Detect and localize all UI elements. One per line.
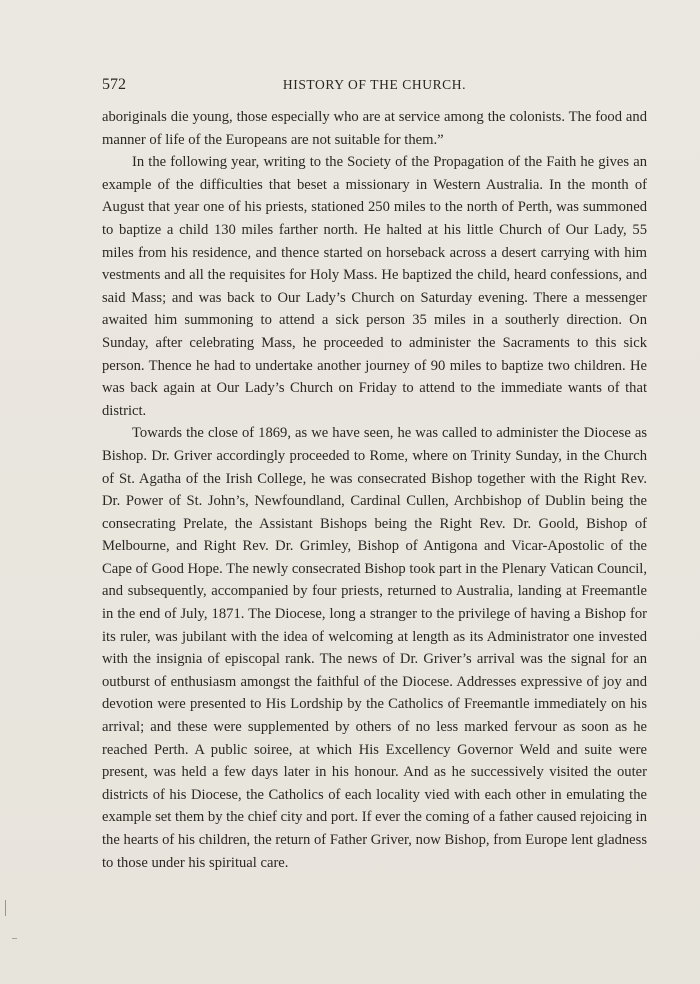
paragraph-consecration: Towards the close of 1869, as we have seen, he was called to administer the Diocese as Bishop. Dr. Griver accordingly proceeded to Rome, where on Trinity Sunday, in the Church of St. Agatha of the Irish College, he was consecrated Bishop together with the Right Rev. Dr. Power of St. John’s, Newfoundland, Cardinal Cullen, Archbishop of Dublin being the consecrating Prelate, the Assistant Bishops being the Right Rev. Dr. Goold, Bishop of Melbourne, and Right Rev. Dr. Grimley, Bishop of Antigona and Vicar-Apostolic of the Cape of Good Hope. The newly consecrated Bishop took part in the Plenary Vatican Council, and subsequently, accompanied by four priests, returned to Australia, landing at Freemantle in the end of July, 1871. The Diocese, long a stranger to the privilege of having a Bishop for its ruler, was jubilant with the idea of welcoming at length as its Administrator one invested with the insignia of episcopal rank. The news of Dr. Griver’s arrival was the signal for an outburst of enthusiasm amongst the faithful of the Diocese. Addresses expressive of joy and devotion were presented to His Lordship by the Catholics of Freemantle immediately on his arrival; and these were supplemented by others of no less marked fervour as soon as he reached Perth. A public soiree, at which His Excellency Governor Weld and suite were present, was held a few days later in his honour. And as he successively visited the outer districts of his Diocese, the Catholics of each locality vied with each other in emulating the example set them by the chief city and port. If ever the coming of a father caused rejoicing in the hearts of his children, the return of Father Griver, now Bishop, from Europe lent gladness to those under his spiritual care.	[102, 425, 647, 871]
page-number: 572	[102, 76, 126, 93]
page-header	[102, 76, 647, 98]
body-text	[102, 106, 647, 874]
paragraph-continued: aboriginals die young, those especially who are at service among the colonists. The food and manner of life of the Europeans are not suitable for them.”	[102, 109, 647, 148]
running-head: HISTORY OF THE CHURCH.	[282, 77, 467, 92]
paragraph-missionary-journey: In the following year, writing to the Society of the Propagation of the Faith he gives an example of the difficulties that beset a missionary in Western Australia. In the month of August that year one of his priests, stationed 250 miles to the north of Perth, was summoned to baptize a child 130 miles farther north. He halted at his little Church of Our Lady, 55 miles from his residence, and thence started on horseback across a desert carrying with him vestments and all the requisites for Holy Mass. He baptized the child, heard confessions, and said Mass; and was back to Our Lady’s Church on Saturday evening. There a messenger awaited him summoning to attend a sick person 35 miles in a southerly direction. On Sunday, after celebrating Mass, he proceeded to administer the Sacraments to this sick person. Thence he had to undertake another journey of 90 miles to baptize two children. He was back again at Our Lady’s Church on Friday to attend to the immediate wants of that district.	[102, 154, 647, 419]
margin-dash	[12, 938, 17, 939]
margin-mark	[5, 900, 6, 916]
